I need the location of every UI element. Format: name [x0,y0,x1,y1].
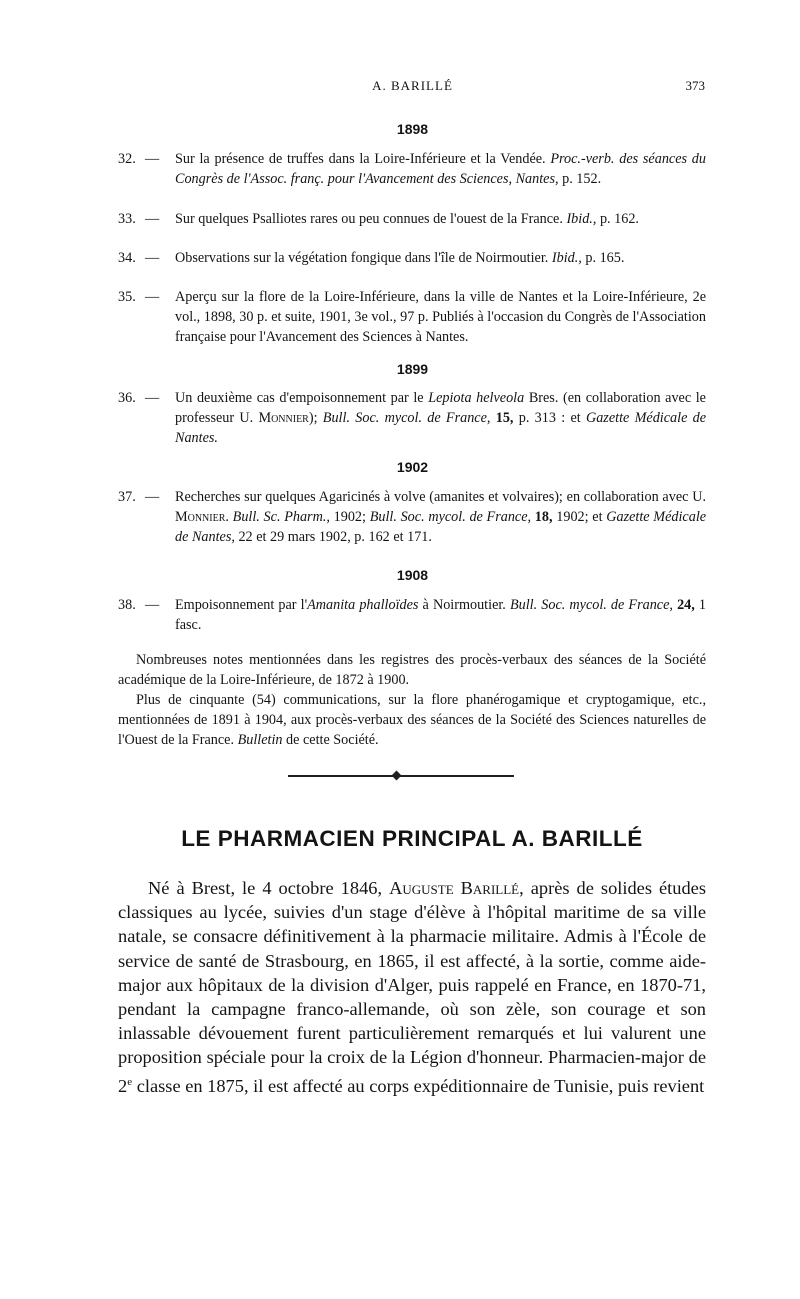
entry-title: Observations sur la végétation fongique dans l'île de Noirmoutier. [175,250,549,266]
entry-dash: — [145,390,160,406]
entry-year-secondary: 1902; et [556,508,603,525]
entry-number: 37. [118,489,136,505]
entry-pages: p. 165. [585,250,625,266]
entry-source: Proc.-verb. des séances du Congrès de l'Assoc. franç. pour l'Avancement des Sciences, Nantes, [175,151,706,187]
entry-pages: p. 152. [562,170,602,187]
species-name: Lepiota helveola [428,390,525,406]
entry-dash: — [145,211,160,227]
page-number: 373 [685,78,705,93]
collaborator-name: Monnier [258,409,309,426]
entry-title-continued: à Noirmoutier. [422,597,506,613]
note-paragraph-2 [118,691,706,750]
body-text-middle: après de solides études classiques au lycée, suivies d'un stage d'élève à l'hôpital maritime de sa ville natale, se consacre définitivement à la pharmacie militaire. Admis à l'École de service de santé de Strasbourg, en 1865, il est affecté, à la sortie, comme aide-major aux hôpitaux de la division d'Alger, puis rappelé en France, en 1870-71, pendant la campagne franco-allemande, où son zèle, son courage et son inlassable dévouement furent particulièrement remarqués et lui valurent une proposition spéciale pour la croix de la Légion d'honneur. Pharmacien-major de 2 [118,878,706,1096]
entry-title: Empoisonnement par l' [175,597,308,613]
species-name: Amanita phalloïdes [307,597,419,613]
entry-number: 32. [118,151,136,167]
bibliography-entry-32 [118,150,706,190]
running-head-title: A. BARILLÉ [372,78,453,93]
entry-pages: 22 et 29 mars 1902, p. 162 et 171. [238,528,432,545]
year-heading-1899: 1899 [396,361,429,377]
entry-pages: p. 313 : et [518,409,581,426]
entry-number: 34. [118,250,136,266]
entry-title: Recherches sur quelques Agaricinés à volve (amanites et volvaires); en collaboration avec U. [175,489,706,505]
entry-pages: 1 fasc. [175,597,706,633]
entry-number: 33. [118,211,136,227]
bibliography-entry-36 [118,389,706,448]
entry-dash: — [145,597,160,613]
entry-source: Ibid., [566,211,597,227]
entry-source: Bull. Sc. Pharm., [232,508,330,525]
ordinal-superscript: e [127,1075,133,1088]
note-tail: de cette Société. [286,731,379,748]
entry-source-tertiary: Gazette Médicale de Nantes, [175,508,707,545]
body-text-start: Né à Brest, le 4 octobre 1846, [148,878,383,898]
bibliography-entry-37 [118,488,706,547]
entry-title: Sur quelques Psalliotes rares ou peu connues de l'ouest de la France. [175,211,563,227]
running-head [120,78,705,98]
entry-title: Sur la présence de truffes dans la Loire-Inférieure et la Vendée. [175,151,546,167]
note-text: Plus de cinquante (54) communications, sur la flore phanérogamique et cryptogamique, etc., mentionnées de 1891 à 1904, aux procès-verbaux des séances de la Société des Sciences naturelles de l'Ouest de la France. [118,692,706,748]
entry-dash: — [145,489,160,505]
entry-number: 35. [118,289,136,305]
entry-dash: — [145,151,160,167]
entry-source: Bull. Soc. mycol. de France, [322,409,491,426]
diamond-icon [392,771,402,781]
entry-source-secondary: Gazette Médicale de Nantes. [175,409,707,446]
entry-number: 38. [118,597,136,613]
entry-number: 36. [118,390,136,406]
entry-dash: — [145,289,160,305]
entry-dash: — [145,250,160,266]
note-paragraph-1: Nombreuses notes mentionnées dans les registres des procès-verbaux des séances de la Société académique de la Loire-Inférieure, de 1872 à 1900. [118,652,706,688]
entry-year: 1902; [333,508,366,525]
author-name: Auguste Barillé, [389,878,524,898]
entry-volume: 15, [495,409,514,426]
year-heading-1902: 1902 [396,459,429,475]
year-heading-1908: 1908 [396,567,429,583]
entry-source: Bull. Soc. mycol. de France, [509,597,673,613]
bibliography-entry-38 [118,596,706,636]
entry-source-secondary: Bull. Soc. mycol. de France, [369,508,532,525]
bibliography-entry-33 [118,210,706,230]
entry-volume: 18, [534,508,553,525]
bibliography-entry-35 [118,288,706,347]
collaborator-name: Monnier. [175,508,229,525]
entry-title-continued: Bres. (en collaboration avec le professeur U. [175,390,706,426]
note-italic: Bulletin [237,731,283,748]
article-body-paragraph [118,876,706,1098]
entry-title: Un deuxième cas d'empoisonnement par le [175,390,424,406]
article-title: LE PHARMACIEN PRINCIPAL A. BARILLÉ [181,826,643,851]
entry-title: Aperçu sur la flore de la Loire-Inférieure, dans la ville de Nantes et la Loire-Inférieure, 2e vol., 1898, 30 p. et suite, 1901, 3e vol., 97 p. Publiés à l'occasion du Congrès de l'Association française pour l'Avancement des Sciences à Nantes. [175,289,706,345]
entry-pages: p. 162. [599,211,639,227]
section-divider-ornament [288,772,514,780]
entry-volume: 24, [677,597,695,613]
entry-source: Ibid., [551,250,582,266]
bibliography-entry-34 [118,249,706,269]
entry-punctuation: ); [308,409,318,426]
body-text-end: classe en 1875, il est affecté au corps expéditionnaire de Tunisie, puis revient [136,1075,705,1096]
year-heading-1898: 1898 [396,121,429,137]
